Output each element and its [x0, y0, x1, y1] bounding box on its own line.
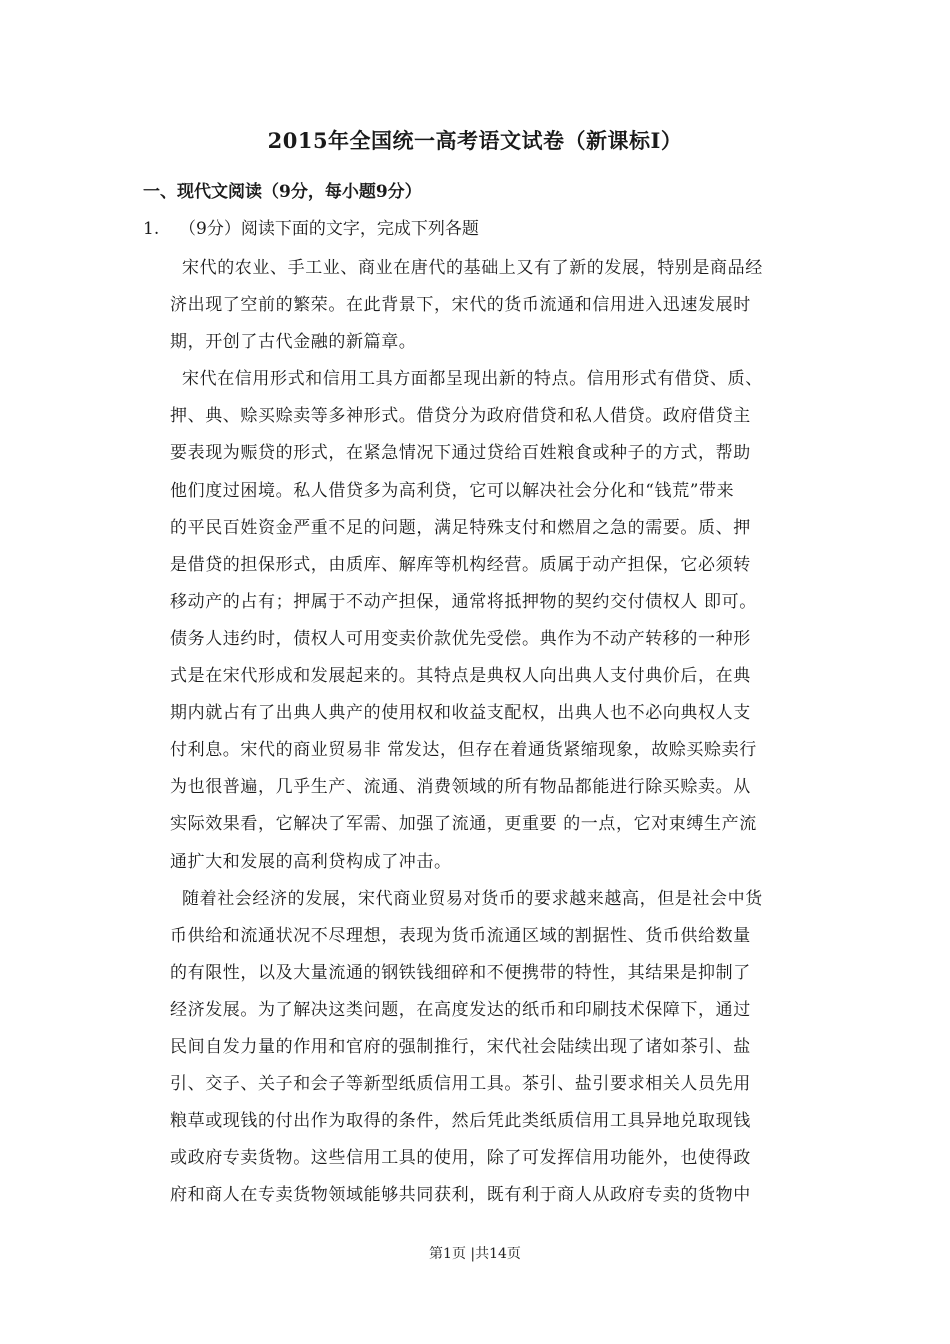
passage-line: 实际效果看，它解决了军需、加强了流通，更重要 的一点，它对束缚生产流: [170, 814, 757, 835]
passage-line: 债务人违约时，债权人可用变卖价款优先受偿。典作为不动产转移的一种形: [170, 628, 751, 649]
passage-line: 粮草或现钱的付出作为取得的条件，然后凭此类纸质信用工具异地兑取现钱: [170, 1111, 751, 1132]
passage-line: 为也很普遍，几乎生产、流通、消费领域的所有物品都能进行除买赊卖。从: [170, 777, 751, 798]
passage-line: 的有限性，以及大量流通的钢铁钱细碎和不便携带的特性，其结果是抑制了: [170, 962, 751, 983]
passage-line: 宋代的农业、手工业、商业在唐代的基础上又有了新的发展，特别是商品经: [182, 258, 763, 278]
passage-line: 通扩大和发展的高利贷构成了冲击。: [170, 851, 452, 872]
passage-line: 的平民百姓资金严重不足的问题，满足特殊支付和燃眉之急的需要。质、押: [170, 517, 751, 538]
passage-line: 期内就占有了出典人典产的使用权和收益支配权，出典人也不必向典权人支: [170, 703, 751, 724]
passage-line: 他们度过困境。私人借贷多为高利贷，它可以解决社会分化和“钱荒”带来: [170, 480, 735, 501]
passage-line: 期，开创了古代金融的新篇章。: [170, 332, 417, 353]
passage-line: 引、交子、关子和会子等新型纸质信用工具。茶引、盐引要求相关人员先用: [170, 1074, 751, 1095]
section-heading: 一、现代文阅读（9分，每小题9分）: [143, 182, 422, 202]
passage-line: 民间自发力量的作用和官府的强制推行，宋代社会陆续出现了诸如茶引、盐: [170, 1036, 751, 1057]
question-text: （9分）阅读下面的文字，完成下列各题: [179, 219, 479, 239]
passage-line: 押、典、赊买赊卖等多神形式。借贷分为政府借贷和私人借贷。政府借贷主: [170, 406, 751, 427]
passage-line: 付利息。宋代的商业贸易非 常发达，但存在着通货紧缩现象，故赊买赊卖行: [170, 740, 757, 761]
passage-line: 济出现了空前的繁荣。在此背景下，宋代的货币流通和信用进入迅速发展时: [170, 295, 751, 316]
passage-line: 要表现为赈贷的形式，在紧急情况下通过贷给百姓粮食或种子的方式，帮助: [170, 443, 751, 464]
passage-line: 移动产的占有；押属于不动产担保，通常将抵押物的契约交付债权人 即可。: [170, 591, 757, 612]
reading-passage: [170, 250, 810, 1214]
passage-line: 或政府专卖货物。这些信用工具的使用，除了可发挥信用功能外，也使得政: [170, 1148, 751, 1169]
passage-line: 宋代在信用形式和信用工具方面都呈现出新的特点。信用形式有借贷、质、: [182, 369, 763, 390]
passage-line: 随着社会经济的发展，宋代商业贸易对货币的要求越来越高，但是社会中货: [182, 888, 763, 909]
page-title: 2015年全国统一高考语文试卷（新课标Ⅰ）: [267, 128, 683, 153]
page-footer: 第1页 |共14页: [429, 1246, 521, 1262]
passage-line: 式是在宋代形成和发展起来的。其特点是典权人向出典人支付典价后，在典: [170, 666, 751, 687]
question-prompt: [143, 215, 479, 243]
passage-line: 经济发展。为了解决这类问题，在高度发达的纸币和印刷技术保障下，通过: [170, 999, 751, 1020]
passage-line: 府和商人在专卖货物领域能够共同获利，既有利于商人从政府专卖的货物中: [170, 1185, 751, 1206]
question-number: 1.: [143, 219, 160, 239]
passage-line: 是借贷的担保形式，由质库、解库等机构经营。质属于动产担保，它必须转: [170, 554, 751, 575]
passage-line: 币供给和流通状况不尽理想，表现为货币流通区域的割据性、货币供给数量: [170, 925, 751, 946]
